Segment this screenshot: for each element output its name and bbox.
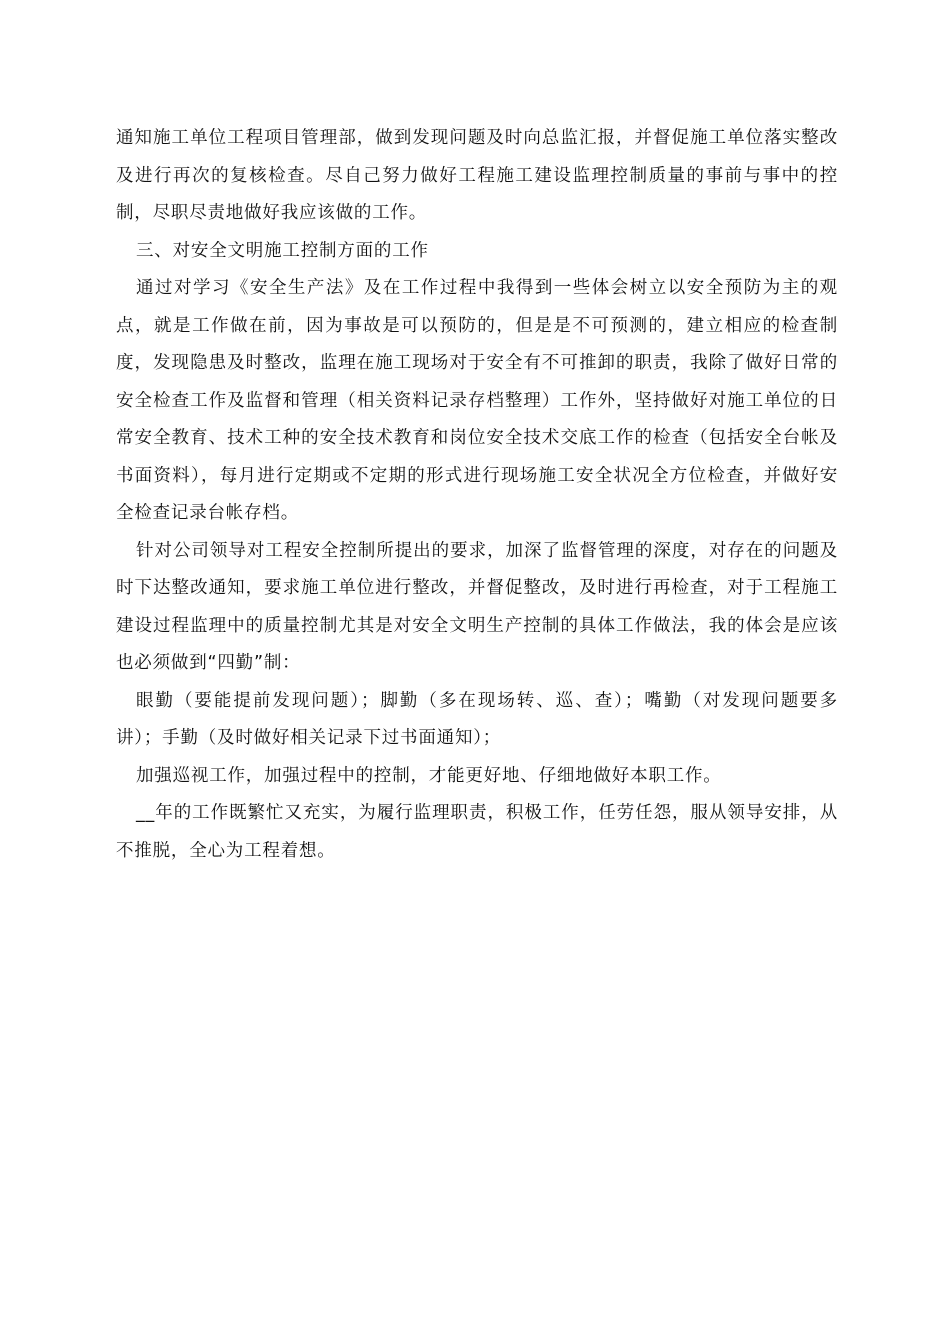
paragraph-inspection: 加强巡视工作，加强过程中的控制，才能更好地、仔细地做好本职工作。	[136, 765, 722, 786]
document-page	[116, 120, 838, 870]
paragraph-four-diligences: 眼勤（要能提前发现问题）；脚勤（多在现场转、巡、查）；嘴勤（对发现问题要多讲）；手勤（及时做好相关记录下过书面通知）；	[116, 690, 838, 748]
paragraph-summary: __年的工作既繁忙又充实，为履行监理职责，积极工作，任劳任怨，服从领导安排，从不推脱，全心为工程着想。	[116, 803, 838, 861]
paragraph-company-requirements: 针对公司领导对工程安全控制所提出的要求，加深了监督管理的深度，对存在的问题及时下达整改通知，要求施工单位进行整改，并督促整改，及时进行再检查，对于工程施工建设过程监理中的质量控制尤其是对安全文明生产控制的具体工作做法，我的体会是应该也必须做到“四勤”制：	[116, 540, 838, 673]
paragraph-safety-law: 通过对学习《安全生产法》及在工作过程中我得到一些体会树立以安全预防为主的观点，就是工作做在前，因为事故是可以预防的，但是是不可预测的，建立相应的检查制度，发现隐患及时整改，监理在施工现场对于安全有不可推卸的职责，我除了做好日常的安全检查工作及监督和管理（相关资料记录存档整理）工作外，坚持做好对施工单位的日常安全教育、技术工种的安全技术教育和岗位安全技术交底工作的检查（包括安全台帐及书面资料），每月进行定期或不定期的形式进行现场施工安全状况全方位检查，并做好安全检查记录台帐存档。	[116, 278, 838, 523]
section-heading: 三、对安全文明施工控制方面的工作	[136, 240, 429, 261]
paragraph-continuation: 通知施工单位工程项目管理部，做到发现问题及时向总监汇报，并督促施工单位落实整改及进行再次的复核检查。尽自己努力做好工程施工建设监理控制质量的事前与事中的控制，尽职尽责地做好我应该做的工作。	[116, 128, 838, 223]
